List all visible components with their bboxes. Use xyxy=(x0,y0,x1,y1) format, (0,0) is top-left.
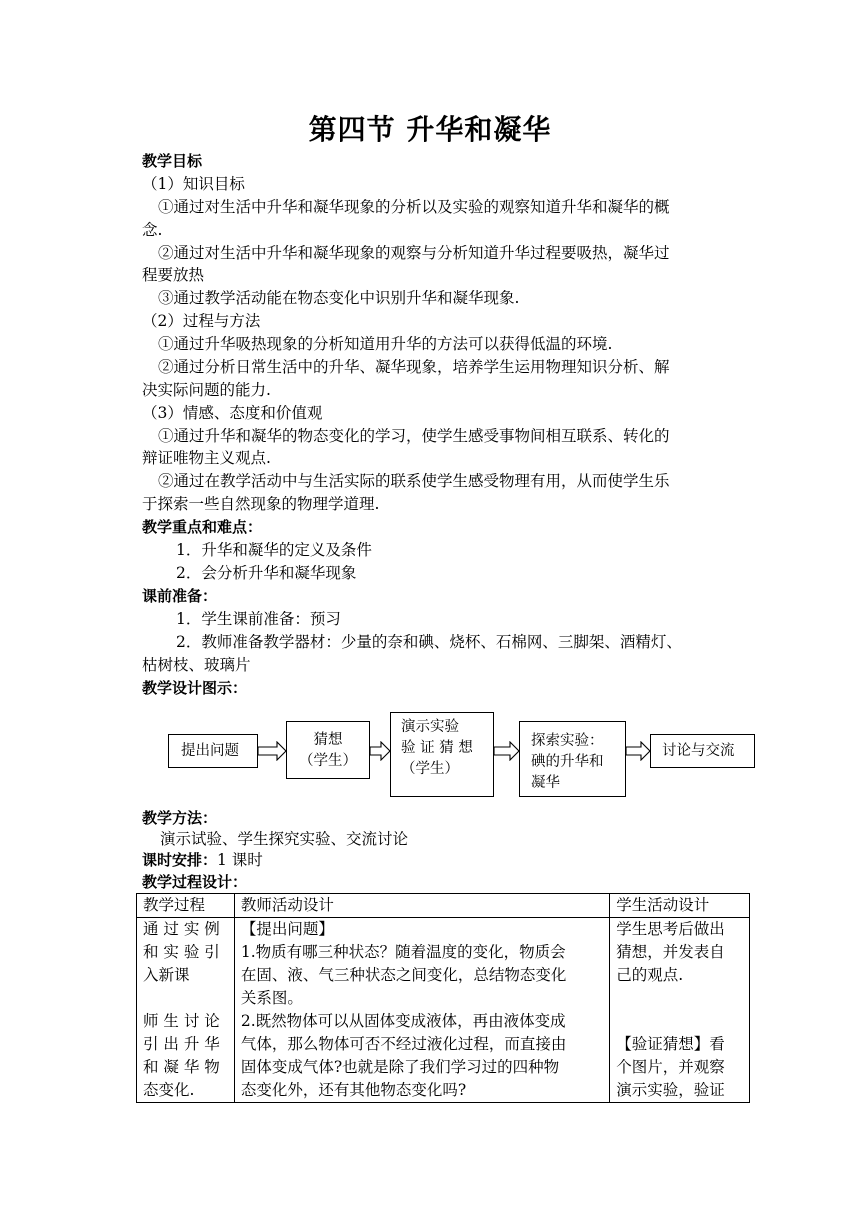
knowledge-item-2-line2: 程要放热 xyxy=(142,266,205,284)
knowledge-item-1-line2: 念. xyxy=(142,221,163,239)
preparation-item-2-line2: 枯树枝、玻璃片 xyxy=(142,656,251,674)
stage-line: 态变化. xyxy=(143,1081,195,1099)
stage-line: 师 生 讨 论 xyxy=(143,1012,220,1030)
table-header-stage: 教学过程 xyxy=(137,894,235,918)
flow-arrow-1-icon xyxy=(258,741,288,761)
teacher-line: 固体变成气体?也就是除了我们学习过的四种物 xyxy=(240,1058,560,1076)
student-line: 猜想，并发表自 xyxy=(616,943,725,961)
knowledge-item-1-line1: ①通过对生活中升华和凝华现象的分析以及实验的观察知道升华和凝华的概 xyxy=(158,198,670,216)
flow-box-demo-line2: 验 证 猜 想 xyxy=(401,740,473,756)
flow-arrow-2-icon xyxy=(370,741,392,761)
methods-text: 演示试验、学生探究实验、交流讨论 xyxy=(160,830,409,848)
process-item-1: ①通过升华吸热现象的分析知道用升华的方法可以获得低温的环境. xyxy=(158,335,613,353)
emotion-item-2-line2: 于探索一些自然现象的物理学道理. xyxy=(142,495,380,513)
table-row xyxy=(137,918,750,1103)
table-cell-teacher xyxy=(234,918,609,1103)
table-header-teacher: 教师活动设计 xyxy=(234,894,609,918)
student-line: 演示实验，验证 xyxy=(616,1081,725,1099)
student-line xyxy=(616,1010,743,1033)
process-heading: （2）过程与方法 xyxy=(142,312,261,330)
flow-box-explore-line3: 凝华 xyxy=(531,775,560,791)
flow-box-guess-line2: （学生） xyxy=(299,753,357,769)
flow-box-demo xyxy=(390,712,494,797)
flow-box-ask-question xyxy=(168,734,258,768)
process-item-2-line1: ②通过分析日常生活中的升华、凝华现象，培养学生运用物理知识分析、解 xyxy=(158,358,670,376)
knowledge-item-2-line1: ②通过对生活中升华和凝华现象的观察与分析知道升华过程要吸热，凝华过 xyxy=(158,244,670,262)
flow-arrow-3-icon xyxy=(494,741,521,761)
teacher-line: 【提出问题】 xyxy=(240,920,334,938)
schedule-line xyxy=(142,849,263,871)
stage-line: 引 出 升 华 xyxy=(143,1035,220,1053)
process-design-heading: 教学过程设计： xyxy=(142,873,248,891)
flow-box-discussion-label: 讨论与交流 xyxy=(662,743,735,759)
emotion-item-2-line1: ②通过在教学活动中与生活实际的联系使学生感受物理有用，从而使学生乐 xyxy=(158,472,670,490)
teacher-line: 2.既然物体可以从固体变成液体，再由液体变成 xyxy=(240,1012,566,1030)
methods-heading: 教学方法： xyxy=(142,809,218,827)
design-diagram-heading: 教学设计图示： xyxy=(142,679,248,697)
schedule-heading: 课时安排： xyxy=(142,851,218,869)
key-point-2: 2．会分析升华和凝华现象 xyxy=(176,564,357,582)
flow-box-guess xyxy=(286,721,370,779)
emotion-item-1-line2: 辩证唯物主义观点. xyxy=(142,449,271,467)
teacher-line: 在固、液、气三种状态之间变化，总结物态变化 xyxy=(240,966,567,984)
emotion-item-1-line1: ①通过升华和凝华的物态变化的学习，使学生感受事物间相互联系、转化的 xyxy=(158,427,670,445)
flow-box-demo-line1: 演示实验 xyxy=(401,719,459,735)
table-header-row xyxy=(137,894,750,918)
emotion-heading: （3）情感、态度和价值观 xyxy=(142,404,323,422)
flow-box-explore-line1: 探索实验： xyxy=(531,733,604,749)
knowledge-item-3: ③通过教学活动能在物态变化中识别升华和凝华现象. xyxy=(158,289,520,307)
teacher-line: 气体，那么物体可否不经过液化过程，而直接由 xyxy=(240,1035,567,1053)
process-item-2-line2: 决实际问题的能力. xyxy=(142,381,271,399)
stage-line xyxy=(143,987,228,1010)
preparation-item-1: 1．学生课前准备：预习 xyxy=(176,610,341,628)
flow-box-explore xyxy=(519,721,626,797)
stage-line: 和 实 验 引 xyxy=(143,943,220,961)
flow-box-demo-line3: （学生） xyxy=(401,761,459,777)
objectives-heading: 教学目标 xyxy=(142,152,203,170)
key-points-heading: 教学重点和难点： xyxy=(142,518,263,536)
flow-box-ask-question-label: 提出问题 xyxy=(181,743,239,759)
teacher-line: 1.物质有哪三种状态？随着温度的变化，物质会 xyxy=(240,943,566,961)
preparation-heading: 课前准备： xyxy=(142,587,218,605)
table-cell-stage xyxy=(137,918,235,1103)
stage-line: 和 凝 华 物 xyxy=(143,1058,220,1076)
flow-box-discussion xyxy=(650,734,755,768)
student-line: 个图片，并观察 xyxy=(616,1058,725,1076)
student-line: 学生思考后做出 xyxy=(616,920,725,938)
teacher-line: 态变化外，还有其他物态变化吗? xyxy=(240,1081,467,1099)
preparation-item-2-line1: 2．教师准备教学器材：少量的奈和碘、烧杯、石棉网、三脚架、酒精灯、 xyxy=(176,633,682,651)
flow-box-explore-line2: 碘的升华和 xyxy=(531,754,604,770)
key-point-1: 1．升华和凝华的定义及条件 xyxy=(176,541,372,559)
stage-line: 入新课 xyxy=(143,966,190,984)
table-cell-student xyxy=(610,918,750,1103)
flow-arrow-4-icon xyxy=(626,741,652,761)
process-table xyxy=(136,893,750,1103)
student-line: 【验证猜想】看 xyxy=(616,1035,725,1053)
schedule-text: 1 课时 xyxy=(217,851,263,869)
page-title: 第四节 升华和凝华 xyxy=(308,113,552,146)
knowledge-heading: （1）知识目标 xyxy=(142,175,245,193)
student-line: 己的观点. xyxy=(616,966,684,984)
teacher-line: 关系图。 xyxy=(240,989,303,1007)
stage-line: 通 过 实 例 xyxy=(143,920,220,938)
flow-box-guess-line1: 猜想 xyxy=(313,732,343,748)
student-line xyxy=(616,987,743,1010)
table-header-student: 学生活动设计 xyxy=(610,894,750,918)
